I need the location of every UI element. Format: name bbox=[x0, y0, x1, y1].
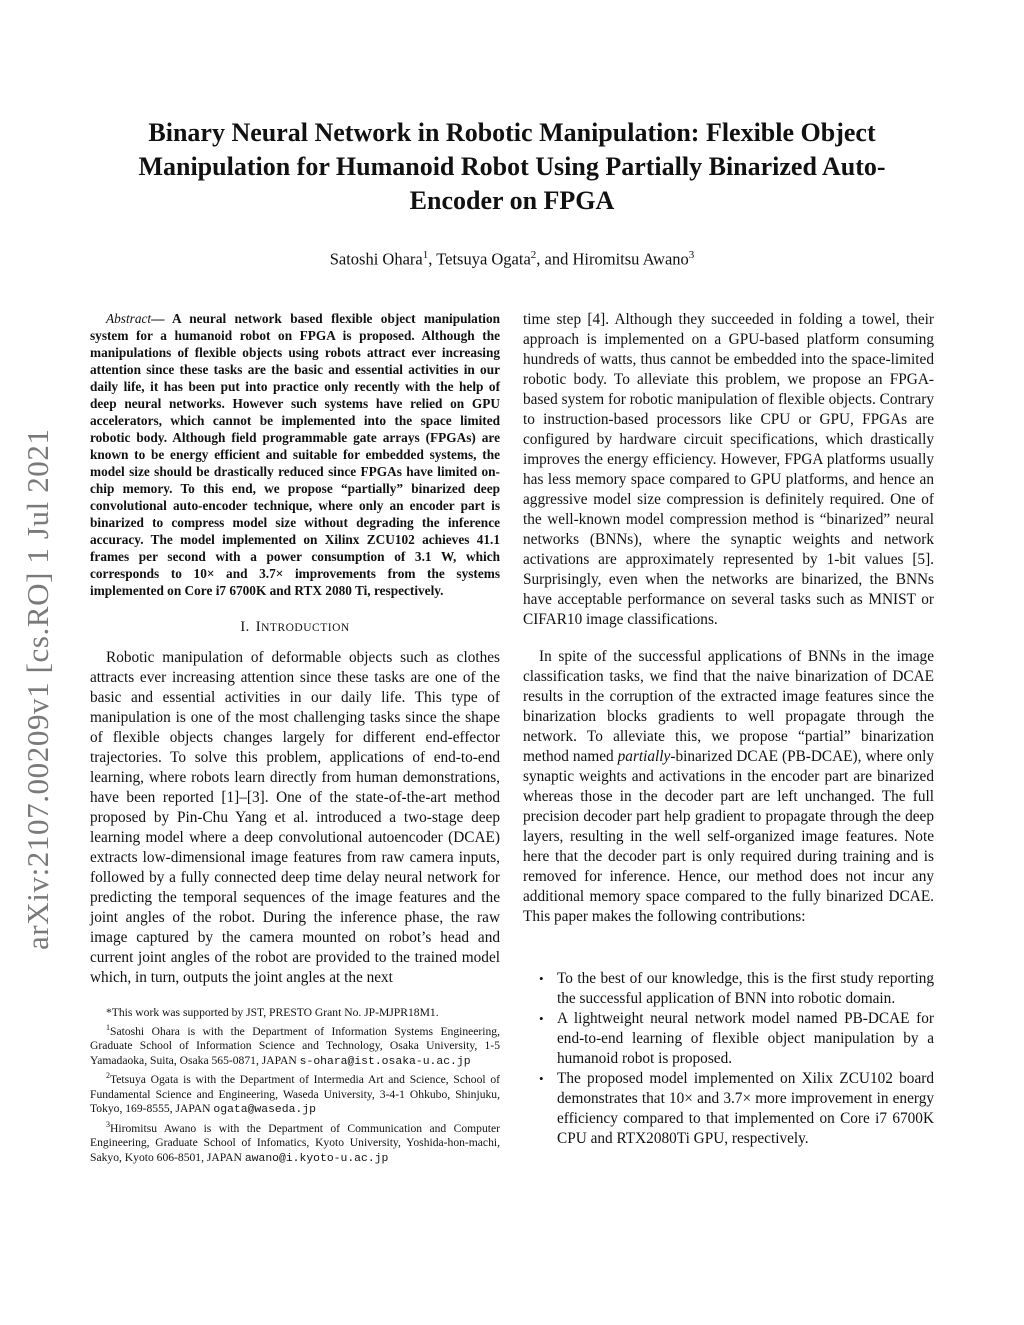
author-name: Tetsuya Ogata bbox=[436, 249, 531, 269]
footnote-mark: 3 bbox=[106, 1119, 110, 1129]
footnote-affiliation-3 bbox=[90, 1118, 500, 1167]
list-item bbox=[523, 1009, 934, 1069]
paper-title: Binary Neural Network in Robotic Manipulation: Flexible Object Manipulation for Humanoid Robot Using Partially Binarized Auto-Encoder on FPGA bbox=[138, 118, 886, 215]
abstract bbox=[90, 310, 500, 599]
footnote-mark: 1 bbox=[106, 1022, 110, 1032]
paragraph-text: -binarized DCAE (PB-DCAE), where only synaptic weights and activations in the encoder part are binarized whereas those in the decoder part are left unchanged. The full precision decoder part help gradient to propagate through the deep layers, resulting in the well self-organized image features. Note here that the decoder part is only required during training and is removed for inference. Hence, our method does not incur any additional memory space compared to the fully binarized DCAE. This paper makes the following contributions: bbox=[523, 748, 934, 925]
emphasized-text: partially bbox=[617, 748, 671, 765]
arxiv-stamp[interactable]: arXiv:2107.00209v1 [cs.RO] 1 Jul 2021 bbox=[20, 428, 55, 950]
bullet-icon: • bbox=[539, 971, 544, 986]
footnote-email[interactable]: s-ohara@ist.osaka-u.ac.jp bbox=[299, 1055, 471, 1068]
author-name: Satoshi Ohara bbox=[329, 249, 423, 269]
bullet-icon: • bbox=[539, 1071, 544, 1086]
author-separator: , and bbox=[536, 249, 573, 269]
author-name: Hiromitsu Awano bbox=[572, 249, 689, 269]
footnote-funding: *This work was supported by JST, PRESTO Grant No. JP-MJPR18M1. bbox=[106, 1006, 439, 1019]
footnote-mark: 2 bbox=[106, 1071, 110, 1081]
footnote-affiliation-1 bbox=[90, 1021, 500, 1070]
section-title-rest: NTRODUCTION bbox=[261, 622, 350, 634]
section-title-initial: I bbox=[255, 619, 262, 635]
author-affiliation-mark: 1 bbox=[422, 249, 429, 261]
intro-paragraph: Robotic manipulation of deformable objects such as clothes attracts ever increasing attention since these tasks are one of the basic and essential activities in our daily life. This type of manipulation is one of the most challenging tasks since the shape of flexible objects changes largely for different end-effector trajectories. To solve this problem, applications of end-to-end learning, where robots learn directly from human demonstrations, have been reported [1]–[3]. One of the state-of-the-art method proposed by Pin-Chu Yang et al. introduced a two-stage deep learning model where a deep convolutional autoencoder (DCAE) extracts low-dimensional image features from raw camera inputs, followed by a fully connected deep time delay neural network for predicting the temporal sequences of the image features and the joint angles of the robot. During the inference phase, the raw image captured by the camera mounted on robot’s head and current joint angles of the robot are provided to the trained model which, in turn, outputs the joint angles at the next bbox=[90, 649, 500, 986]
footnote-email[interactable]: ogata@waseda.jp bbox=[213, 1104, 316, 1117]
abstract-dash: — bbox=[151, 311, 172, 326]
section-number: I. bbox=[240, 619, 250, 635]
abstract-text: A neural network based flexible object manipulation system for a humanoid robot on FPGA is proposed. Although the manipulations of flexible objects using robots attract ever increasing attention since these tasks are the basic and essential activities in our daily life, it has been put into practice only recently with the help of deep neural networks. However such systems have relied on GPU accelerators, which cannot be implemented into the space limited robotic body. Although field programmable gate arrays (FPGAs) are known to be energy efficient and suitable for embedded systems, the model size should be drastically reduced since FPGAs have limited on-chip memory. To this end, we propose “partially” binarized deep convolutional auto-encoder technique, where only an encoder part is binarized to compress model size without degrading the inference accuracy. The model implemented on Xilinx ZCU102 achieves 41.1 frames per second with a power consumption of 3.1 W, which corresponds to 10× and 3.7× improvements from the systems implemented on Core i7 6700K and RTX 2080 Ti, respectively. bbox=[90, 311, 500, 598]
author-separator: , bbox=[428, 249, 437, 269]
contributions-list bbox=[523, 969, 934, 1149]
list-item-text: The proposed model implemented on Xilix ZCU102 board demonstrates that 10× and 3.7× more improvement in energy efficiency compared to that implemented on Core i7 6700K CPU and RTX2080Ti GPU, respectively. bbox=[557, 1070, 934, 1147]
list-item bbox=[523, 969, 934, 1009]
section-heading-introduction bbox=[90, 617, 500, 638]
paragraph-text: In spite of the successful applications of BNNs in the image classification tasks, we find that the naive binarization of DCAE results in the corruption of the extracted image features since the binarization blocks gradients to well propagate through the network. To alleviate this, we propose “partial” binarization method named bbox=[523, 648, 934, 765]
footnote-text: Hiromitsu Awano is with the Department of Communication and Computer Engineering, Graduate School of Infomatics, Kyoto University, Yoshida-hon-machi, Sakyo, Kyoto 606-8501, JAPAN bbox=[90, 1121, 500, 1164]
footnote-email[interactable]: awano@i.kyoto-u.ac.jp bbox=[244, 1152, 389, 1165]
author-list bbox=[110, 244, 914, 271]
right-column bbox=[523, 310, 934, 1149]
footnotes bbox=[90, 1006, 500, 1167]
abstract-label: Abstract bbox=[106, 311, 152, 326]
list-item-text: A lightweight neural network model named PB-DCAE for end-to-end learning of flexible object manipulation by a humanoid robot is proposed. bbox=[557, 1010, 934, 1067]
left-column bbox=[90, 310, 500, 1167]
footnote-text: Tetsuya Ogata is with the Department of Intermedia Art and Science, School of Fundamental Science and Engineering, Waseda University, 3-4-1 Ohkubo, Shinjuku, Tokyo, 169-8555, JAPAN bbox=[90, 1073, 500, 1116]
footnote-affiliation-2 bbox=[90, 1069, 500, 1118]
body-paragraph: time step [4]. Although they succeeded in folding a towel, their approach is implemented on a GPU-based platform consuming hundreds of watts, thus cannot be embedded into the space-limited robotic body. To alleviate this problem, we propose an FPGA-based system for robotic manipulation of flexible objects. Contrary to instruction-based processors like CPU or GPU, FPGAs are configured by hardware circuit specifications, which drastically improves the energy efficiency. However, FPGA platforms usually has less memory space compared to GPU platforms, and hence an aggressive model size compression is definitely required. One of the well-known model compression method is “binarized” neural networks (BNNs), where the synaptic weights and network activations are approximately represented by 1-bit values [5]. Surprisingly, even when the networks are binarized, the BNNs have acceptable performance on several tasks such as MNIST or CIFAR10 image classifications. bbox=[523, 311, 934, 628]
list-item-text: To the best of our knowledge, this is the first study reporting the successful application of BNN into robotic domain. bbox=[557, 970, 934, 1007]
body-paragraph bbox=[523, 647, 934, 927]
list-item bbox=[523, 1069, 934, 1149]
author-affiliation-mark: 3 bbox=[688, 249, 695, 261]
bullet-icon: • bbox=[539, 1011, 544, 1026]
author-affiliation-mark: 2 bbox=[530, 249, 537, 261]
footnote-text: Satoshi Ohara is with the Department of Information Systems Engineering, Graduate School of Information Science and Technology, Osaka University, 1-5 Yamadaoka, Suita, Osaka 565-0871, JAPAN bbox=[90, 1024, 500, 1067]
